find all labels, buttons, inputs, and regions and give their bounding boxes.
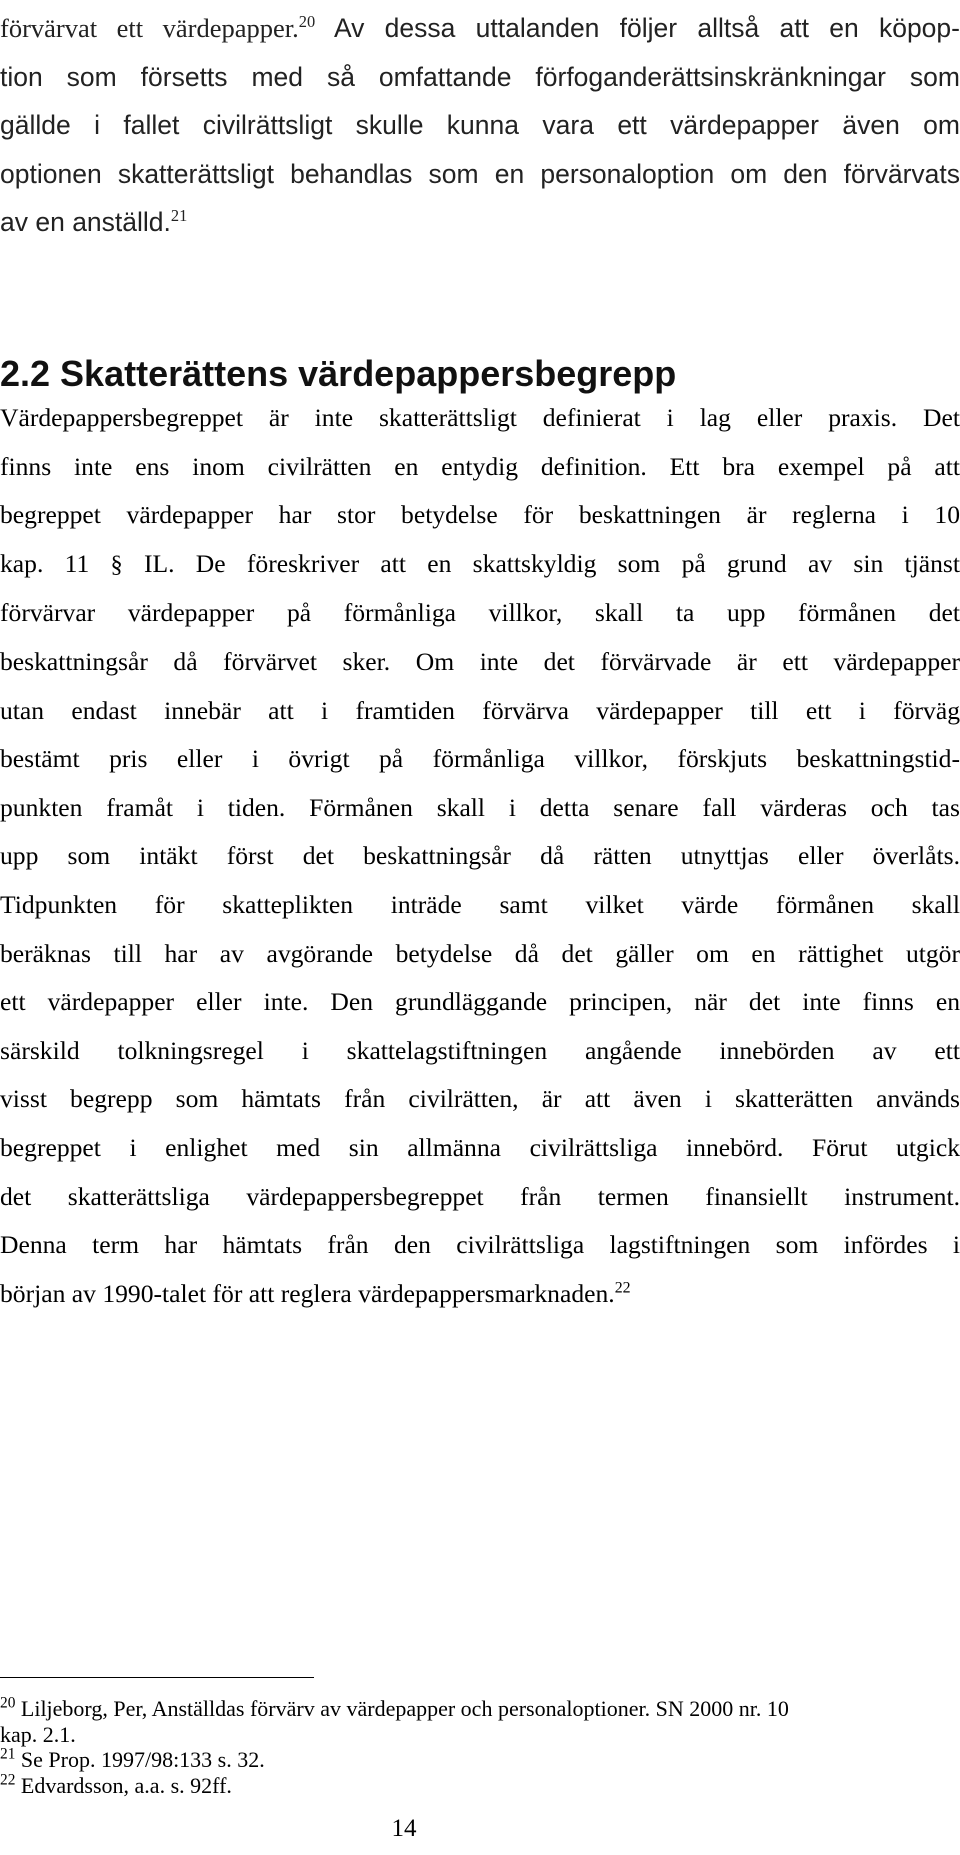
body-line-2: finns inte ens inom civilrätten en entydig definition. Ett bra exempel på att bbox=[0, 451, 960, 481]
body-paragraph bbox=[0, 394, 960, 1318]
footnote-ref-20[interactable]: 20 bbox=[298, 12, 316, 32]
footnote-number: 22 bbox=[0, 1771, 16, 1789]
footnote-20-continuation: kap. 2.1. bbox=[0, 1721, 76, 1747]
body-line-12: beräknas till har av avgörande betydelse då det gäller om en rättighet utgör bbox=[0, 938, 960, 968]
body-line-10: upp som intäkt först det beskattningsår då rätten utnyttjas eller överlåts. bbox=[0, 841, 960, 871]
body-line-17: det skatterättsliga värdepappersbegreppet från termen finansiellt instrument. bbox=[0, 1181, 960, 1211]
body-line-5: förvärvar värdepapper på förmånliga villkor, skall ta upp förmånen det bbox=[0, 598, 960, 628]
footnote-20: $^{20}$ Liljeborg, Per, Anställdas förvärv av värdepapper och personaloptioner. SN 2000 nr. 10 bbox=[0, 1694, 789, 1721]
intro-line-4: optionen skatterättsligt behandlas som en personaloption om den förvärvats bbox=[0, 158, 960, 189]
body-line-14: särskild tolkningsregel i skattelagstiftningen angående innebörden av ett bbox=[0, 1035, 960, 1065]
body-line-4: kap. 11 § IL. De föreskriver att en skattskyldig som på grund av sin tjänst bbox=[0, 548, 960, 578]
section-sign: § bbox=[110, 550, 123, 578]
body-line-19: början av 1990-talet för att reglera värdepappersmarknaden.$^{22}$ bbox=[0, 1278, 631, 1308]
footnotes bbox=[0, 1696, 960, 1798]
footnote-22: $^{22}$ Edvardsson, a.a. s. 92ff. bbox=[0, 1771, 232, 1798]
intro-line-2: tion som försetts med så omfattande förfoganderättsinskränkningar som bbox=[0, 61, 960, 92]
body-line-1: Värdepappersbegreppet är inte skatterättsligt definierat i lag eller praxis. Det bbox=[0, 403, 960, 432]
footnote-number: 20 bbox=[0, 1694, 16, 1712]
body-line-8: bestämt pris eller i övrigt på förmånliga villkor, förskjuts beskattningstid- bbox=[0, 744, 960, 774]
body-line-9: punkten framåt i tiden. Förmånen skall i detta senare fall värderas och tas bbox=[0, 792, 960, 822]
body-line-15: visst begrepp som hämtats från civilrätten, är att även i skatterätten används bbox=[0, 1084, 960, 1114]
intro-line-1: förvärvat ett värdepapper.$^{20}$ Av dessa uttalanden följer alltså att en köpop- bbox=[0, 12, 960, 43]
body-line-16: begreppet i enlighet med sin allmänna civilrättsliga innebörd. Förut utgick bbox=[0, 1132, 960, 1162]
body-line-18: Denna term har hämtats från den civilrättsliga lagstiftningen som infördes i bbox=[0, 1230, 960, 1260]
section-heading: 2.2 Skatterättens värdepappersbegrepp bbox=[0, 353, 677, 394]
body-line-7: utan endast innebär att i framtiden förvärva värdepapper till ett i förväg bbox=[0, 695, 960, 725]
footnote-ref-21[interactable]: 21 bbox=[170, 206, 188, 226]
footnote-ref-22[interactable]: 22 bbox=[614, 1279, 631, 1297]
intro-paragraph bbox=[0, 4, 960, 247]
intro-line-5: av en anställd.$^{21}$ bbox=[0, 206, 188, 237]
body-line-6: beskattningsår då förvärvet sker. Om inte det förvärvade är ett värdepapper bbox=[0, 646, 960, 676]
body-line-11: Tidpunkten för skatteplikten inträde samt vilket värde förmånen skall bbox=[0, 889, 960, 919]
footnote-number: 21 bbox=[0, 1745, 16, 1763]
footnote-separator bbox=[0, 1677, 314, 1678]
intro-line-3: gällde i fallet civilrättsligt skulle kunna vara ett värdepapper även om bbox=[0, 110, 960, 140]
footnote-21: $^{21}$ Se Prop. 1997/98:133 s. 32. bbox=[0, 1745, 265, 1772]
body-line-3: begreppet värdepapper har stor betydelse för beskattningen är reglerna i 10 bbox=[0, 500, 960, 530]
body-line-13: ett värdepapper eller inte. Den grundläggande principen, när det inte finns en bbox=[0, 987, 960, 1017]
page-number: 14 bbox=[391, 1815, 417, 1842]
